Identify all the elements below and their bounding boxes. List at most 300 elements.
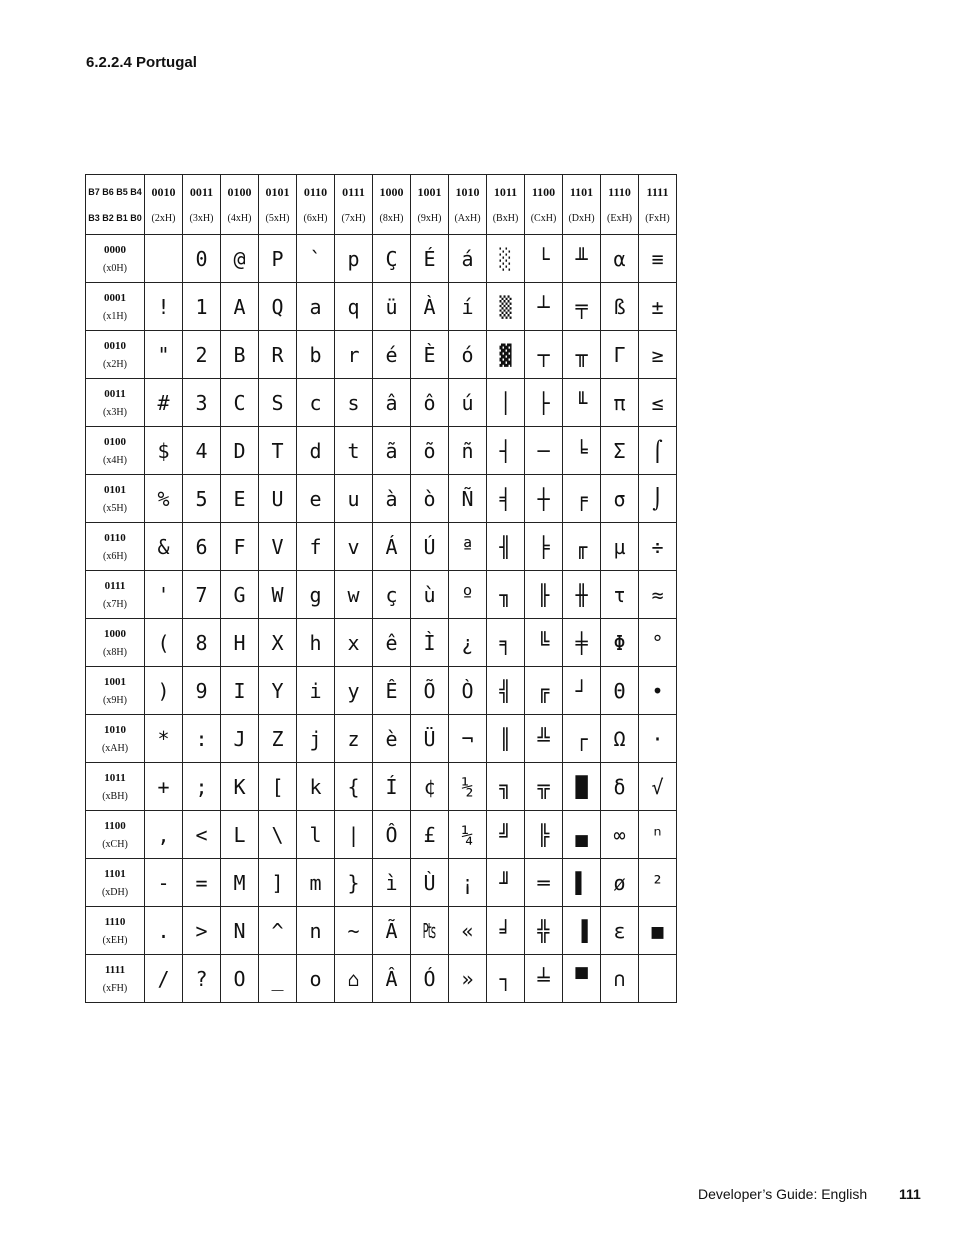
row-hex: (xBH)	[102, 790, 128, 802]
table-row-1110	[86, 907, 677, 955]
char-cell-1010-0111: º	[449, 571, 487, 619]
char-cell-0010-1100: ,	[145, 811, 183, 859]
char-cell-1000-1000: ê	[373, 619, 411, 667]
column-hex: (ExH)	[607, 212, 632, 224]
char-cell-0100-0100: D	[221, 427, 259, 475]
char-cell-1100-0010: ┬	[525, 331, 563, 379]
row-header-1000	[86, 619, 145, 667]
column-bits: 1000	[379, 184, 404, 199]
char-cell-1010-0101: Ñ	[449, 475, 487, 523]
char-cell-0111-1111: ⌂	[335, 955, 373, 1003]
char-cell-0011-1100: <	[183, 811, 221, 859]
table-row-0000	[86, 235, 677, 283]
char-cell-1010-1001: Ò	[449, 667, 487, 715]
char-cell-1100-1101: ═	[525, 859, 563, 907]
column-hex: (BxH)	[492, 212, 519, 224]
bit-order-corner-cell	[86, 175, 145, 235]
char-cell-1100-1001: ╔	[525, 667, 563, 715]
column-bits: 0011	[189, 184, 214, 199]
row-bits: 0101	[104, 483, 126, 496]
char-cell-1001-0111: ù	[411, 571, 449, 619]
char-cell-1011-0010: ▓	[487, 331, 525, 379]
char-cell-0110-1011: k	[297, 763, 335, 811]
char-cell-1011-0110: ╢	[487, 523, 525, 571]
char-cell-1101-0000: ╨	[563, 235, 601, 283]
char-cell-1000-0001: ü	[373, 283, 411, 331]
char-cell-0100-0001: A	[221, 283, 259, 331]
column-hex: (5xH)	[265, 212, 290, 224]
char-cell-0110-1111: o	[297, 955, 335, 1003]
table-row-0100	[86, 427, 677, 475]
char-cell-1000-0111: ç	[373, 571, 411, 619]
char-cell-1000-1100: Ô	[373, 811, 411, 859]
char-cell-1011-1101: ╜	[487, 859, 525, 907]
char-cell-0111-0101: u	[335, 475, 373, 523]
table-row-0111	[86, 571, 677, 619]
char-cell-0010-0100: $	[145, 427, 183, 475]
table-row-1101	[86, 859, 677, 907]
char-cell-0101-0111: W	[259, 571, 297, 619]
row-hex: (xCH)	[102, 838, 128, 850]
char-cell-1011-1000: ╕	[487, 619, 525, 667]
row-hex: (x2H)	[103, 358, 127, 370]
row-hex: (x5H)	[103, 502, 127, 514]
char-cell-1101-1111: ▀	[563, 955, 601, 1003]
char-cell-0100-0101: E	[221, 475, 259, 523]
row-bits: 0100	[104, 435, 126, 448]
char-cell-0100-1001: I	[221, 667, 259, 715]
char-cell-0110-1110: n	[297, 907, 335, 955]
char-cell-0011-1111: ?	[183, 955, 221, 1003]
char-cell-0110-0011: c	[297, 379, 335, 427]
table-row-1000	[86, 619, 677, 667]
char-cell-0100-1101: M	[221, 859, 259, 907]
char-cell-1111-0011: ≤	[639, 379, 677, 427]
char-cell-1000-0100: ã	[373, 427, 411, 475]
row-header-0001	[86, 283, 145, 331]
char-cell-1101-1000: ╪	[563, 619, 601, 667]
char-cell-1101-0111: ╫	[563, 571, 601, 619]
column-hex: (9xH)	[417, 212, 442, 224]
row-bits: 1000	[104, 627, 126, 640]
char-cell-1000-0101: à	[373, 475, 411, 523]
char-cell-0111-0110: v	[335, 523, 373, 571]
row-hex: (xFH)	[102, 982, 128, 994]
row-bits: 0010	[104, 339, 126, 352]
column-bits: 1111	[646, 184, 669, 199]
column-bits: 1100	[531, 184, 556, 199]
column-header-1001	[411, 175, 449, 235]
char-cell-0100-1011: K	[221, 763, 259, 811]
row-header-0111	[86, 571, 145, 619]
table-row-0010	[86, 331, 677, 379]
column-header-0101	[259, 175, 297, 235]
column-header-1111	[639, 175, 677, 235]
char-cell-1001-1001: Õ	[411, 667, 449, 715]
char-cell-1011-1011: ╗	[487, 763, 525, 811]
char-cell-1000-1111: Â	[373, 955, 411, 1003]
table-row-0110	[86, 523, 677, 571]
row-hex: (x3H)	[103, 406, 127, 418]
row-header-1001	[86, 667, 145, 715]
row-header-1010	[86, 715, 145, 763]
char-cell-1010-0011: ú	[449, 379, 487, 427]
char-cell-1110-0011: π	[601, 379, 639, 427]
char-cell-0111-0000: p	[335, 235, 373, 283]
char-cell-1101-1110: ▐	[563, 907, 601, 955]
char-cell-0110-1000: h	[297, 619, 335, 667]
char-cell-1101-0110: ╓	[563, 523, 601, 571]
char-cell-1110-0000: α	[601, 235, 639, 283]
row-header-1111	[86, 955, 145, 1003]
char-cell-0110-0101: e	[297, 475, 335, 523]
char-cell-0110-1101: m	[297, 859, 335, 907]
char-cell-0010-0110: &	[145, 523, 183, 571]
char-cell-0010-1110: .	[145, 907, 183, 955]
char-cell-0110-0111: g	[297, 571, 335, 619]
char-cell-1100-1110: ╬	[525, 907, 563, 955]
row-bits: 1001	[104, 675, 126, 688]
char-cell-1100-0101: ┼	[525, 475, 563, 523]
column-header-0110	[297, 175, 335, 235]
table-row-0101	[86, 475, 677, 523]
char-cell-1001-1101: Ù	[411, 859, 449, 907]
char-cell-1010-1100: ¼	[449, 811, 487, 859]
char-cell-1101-1100: ▄	[563, 811, 601, 859]
char-cell-1011-0011: │	[487, 379, 525, 427]
column-bits: 0100	[227, 184, 252, 199]
row-hex: (xEH)	[102, 934, 128, 946]
table-row-1010	[86, 715, 677, 763]
char-cell-0101-0010: R	[259, 331, 297, 379]
char-cell-1111-0000: ≡	[639, 235, 677, 283]
char-cell-0110-1001: i	[297, 667, 335, 715]
char-cell-0101-1000: X	[259, 619, 297, 667]
char-cell-1110-1100: ∞	[601, 811, 639, 859]
char-cell-0100-1100: L	[221, 811, 259, 859]
char-cell-1100-0100: ─	[525, 427, 563, 475]
table-row-1111	[86, 955, 677, 1003]
char-cell-1000-0011: â	[373, 379, 411, 427]
row-hex: (xDH)	[101, 886, 129, 898]
char-cell-0010-1010: *	[145, 715, 183, 763]
char-cell-1110-0001: ß	[601, 283, 639, 331]
char-cell-1011-1110: ╛	[487, 907, 525, 955]
row-header-1101	[86, 859, 145, 907]
char-cell-0011-0000: 0	[183, 235, 221, 283]
row-bits: 1100	[104, 819, 126, 832]
char-cell-0110-0000: `	[297, 235, 335, 283]
char-cell-1111-1001: •	[639, 667, 677, 715]
table-row-0011	[86, 379, 677, 427]
char-cell-1100-1011: ╦	[525, 763, 563, 811]
char-cell-1000-1010: è	[373, 715, 411, 763]
row-header-0100	[86, 427, 145, 475]
char-cell-0010-0011: #	[145, 379, 183, 427]
char-cell-1001-0001: À	[411, 283, 449, 331]
row-bits: 1110	[104, 915, 126, 928]
char-cell-0010-1001: )	[145, 667, 183, 715]
char-cell-1111-1100: ⁿ	[639, 811, 677, 859]
char-cell-0101-0001: Q	[259, 283, 297, 331]
column-bits: 1001	[417, 184, 442, 199]
table-row-0001	[86, 283, 677, 331]
char-cell-1010-0000: á	[449, 235, 487, 283]
column-hex: (AxH)	[454, 212, 481, 224]
row-header-0011	[86, 379, 145, 427]
row-header-1110	[86, 907, 145, 955]
column-header-1000	[373, 175, 411, 235]
char-cell-0011-1010: :	[183, 715, 221, 763]
char-cell-1100-1111: ╧	[525, 955, 563, 1003]
char-cell-1011-0001: ▒	[487, 283, 525, 331]
column-header-1110	[601, 175, 639, 235]
char-cell-1010-1111: »	[449, 955, 487, 1003]
char-cell-0011-0100: 4	[183, 427, 221, 475]
char-cell-1101-0001: ╤	[563, 283, 601, 331]
char-cell-0100-1010: J	[221, 715, 259, 763]
row-header-1011	[86, 763, 145, 811]
column-hex: (8xH)	[379, 212, 404, 224]
char-cell-0101-0011: S	[259, 379, 297, 427]
char-cell-1010-1101: ¡	[449, 859, 487, 907]
char-cell-1000-0110: Á	[373, 523, 411, 571]
character-code-table	[85, 174, 677, 1003]
char-cell-1111-1000: °	[639, 619, 677, 667]
char-cell-1110-0110: µ	[601, 523, 639, 571]
char-cell-1111-0110: ÷	[639, 523, 677, 571]
column-bits: 0101	[265, 184, 290, 199]
char-cell-0111-0111: w	[335, 571, 373, 619]
char-cell-1010-1010: ¬	[449, 715, 487, 763]
char-cell-0111-1010: z	[335, 715, 373, 763]
column-header-0100	[221, 175, 259, 235]
char-cell-1111-0111: ≈	[639, 571, 677, 619]
char-cell-0011-0001: 1	[183, 283, 221, 331]
column-bits: 0010	[151, 184, 176, 199]
column-hex: (CxH)	[530, 212, 557, 224]
char-cell-0111-0011: s	[335, 379, 373, 427]
char-cell-0011-1110: >	[183, 907, 221, 955]
row-header-0110	[86, 523, 145, 571]
column-header-1011	[487, 175, 525, 235]
char-cell-0010-1000: (	[145, 619, 183, 667]
char-cell-1111-1111	[639, 955, 677, 1003]
char-cell-0101-1100: \	[259, 811, 297, 859]
char-cell-0111-1101: }	[335, 859, 373, 907]
char-cell-1101-0011: ╙	[563, 379, 601, 427]
char-cell-0100-1110: N	[221, 907, 259, 955]
char-cell-1111-0010: ≥	[639, 331, 677, 379]
char-cell-1100-0111: ╟	[525, 571, 563, 619]
column-header-1100	[525, 175, 563, 235]
row-hex: (x0H)	[103, 262, 127, 274]
column-bits: 0111	[342, 184, 365, 199]
column-bits: 0110	[303, 184, 328, 199]
char-cell-1011-1111: ┐	[487, 955, 525, 1003]
char-cell-1100-0110: ╞	[525, 523, 563, 571]
row-bits: 0001	[104, 291, 126, 304]
char-cell-0100-0000: @	[221, 235, 259, 283]
char-cell-1111-1010: ·	[639, 715, 677, 763]
char-cell-0111-0010: r	[335, 331, 373, 379]
char-cell-1110-1001: Θ	[601, 667, 639, 715]
char-cell-1111-1110: ■	[639, 907, 677, 955]
char-cell-1101-1001: ┘	[563, 667, 601, 715]
char-cell-0011-1000: 8	[183, 619, 221, 667]
char-cell-0110-0100: d	[297, 427, 335, 475]
column-hex: (6xH)	[303, 212, 328, 224]
row-bits: 0111	[104, 579, 126, 592]
char-cell-0100-0110: F	[221, 523, 259, 571]
char-cell-1110-1101: ø	[601, 859, 639, 907]
char-cell-0011-1001: 9	[183, 667, 221, 715]
column-hex: (2xH)	[151, 212, 176, 224]
low-bits-label: B3 B2 B1 B0	[88, 212, 142, 223]
char-cell-0110-0001: a	[297, 283, 335, 331]
char-cell-0100-0111: G	[221, 571, 259, 619]
column-hex: (3xH)	[189, 212, 214, 224]
char-cell-1011-1100: ╝	[487, 811, 525, 859]
char-cell-0100-0010: B	[221, 331, 259, 379]
char-cell-1001-0100: õ	[411, 427, 449, 475]
row-bits: 0110	[104, 531, 126, 544]
footer-document-title: Developer’s Guide: English	[698, 1186, 868, 1202]
char-cell-1000-1110: Ã	[373, 907, 411, 955]
char-cell-0010-0101: %	[145, 475, 183, 523]
char-cell-1100-1000: ╚	[525, 619, 563, 667]
char-cell-0101-1111: _	[259, 955, 297, 1003]
char-cell-1110-0101: σ	[601, 475, 639, 523]
char-cell-0010-0000	[145, 235, 183, 283]
char-cell-0101-1001: Y	[259, 667, 297, 715]
char-cell-1111-1101: ²	[639, 859, 677, 907]
char-cell-1011-0111: ╖	[487, 571, 525, 619]
column-hex: (7xH)	[341, 212, 366, 224]
char-cell-0101-0000: P	[259, 235, 297, 283]
char-cell-1010-1000: ¿	[449, 619, 487, 667]
char-cell-1110-1111: ∩	[601, 955, 639, 1003]
char-cell-1101-1101: ▌	[563, 859, 601, 907]
char-cell-1010-0100: ñ	[449, 427, 487, 475]
char-cell-1000-1001: Ê	[373, 667, 411, 715]
row-bits: 1111	[104, 963, 126, 976]
char-cell-0011-0101: 5	[183, 475, 221, 523]
char-cell-0110-1100: l	[297, 811, 335, 859]
char-cell-0111-0001: q	[335, 283, 373, 331]
high-bits-label: B7 B6 B5 B4	[88, 186, 142, 197]
char-cell-0010-0001: !	[145, 283, 183, 331]
table-row-1100	[86, 811, 677, 859]
char-cell-1000-0000: Ç	[373, 235, 411, 283]
char-cell-0110-1010: j	[297, 715, 335, 763]
char-cell-1100-1010: ╩	[525, 715, 563, 763]
char-cell-1010-1110: «	[449, 907, 487, 955]
char-cell-0010-0111: '	[145, 571, 183, 619]
char-cell-1011-0000: ░	[487, 235, 525, 283]
char-cell-1111-1011: √	[639, 763, 677, 811]
char-cell-1001-1111: Ó	[411, 955, 449, 1003]
char-cell-1001-1100: £	[411, 811, 449, 859]
row-hex: (x1H)	[103, 310, 127, 322]
row-bits: 1011	[104, 771, 126, 784]
column-header-1010	[449, 175, 487, 235]
char-cell-1010-1011: ½	[449, 763, 487, 811]
char-cell-1010-0001: í	[449, 283, 487, 331]
row-bits: 0011	[104, 387, 126, 400]
char-cell-1110-1010: Ω	[601, 715, 639, 763]
row-hex: (x8H)	[103, 646, 127, 658]
char-cell-0010-0010: "	[145, 331, 183, 379]
column-header-0010	[145, 175, 183, 235]
table-row-1011	[86, 763, 677, 811]
char-cell-1000-1011: Í	[373, 763, 411, 811]
row-hex: (x6H)	[103, 550, 127, 562]
char-cell-1001-0101: ò	[411, 475, 449, 523]
column-hex: (FxH)	[645, 212, 670, 224]
char-cell-1001-1110: ₧	[411, 907, 449, 955]
char-cell-1001-0011: ô	[411, 379, 449, 427]
char-cell-1011-1010: ║	[487, 715, 525, 763]
char-cell-0101-1011: [	[259, 763, 297, 811]
section-heading: 6.2.2.4 Portugal	[86, 54, 197, 71]
char-cell-1101-1010: ┌	[563, 715, 601, 763]
char-cell-0101-0110: V	[259, 523, 297, 571]
char-cell-0111-1100: |	[335, 811, 373, 859]
char-cell-0111-0100: t	[335, 427, 373, 475]
char-cell-1101-0100: ╘	[563, 427, 601, 475]
char-cell-1110-1110: ε	[601, 907, 639, 955]
char-cell-0111-1110: ~	[335, 907, 373, 955]
char-cell-0010-1011: +	[145, 763, 183, 811]
char-cell-1011-0101: ╡	[487, 475, 525, 523]
char-cell-1110-0100: Σ	[601, 427, 639, 475]
char-cell-1001-0110: Ú	[411, 523, 449, 571]
char-cell-1111-0100: ⌠	[639, 427, 677, 475]
char-cell-0100-1111: O	[221, 955, 259, 1003]
char-cell-1100-1100: ╠	[525, 811, 563, 859]
char-cell-1111-0101: ⌡	[639, 475, 677, 523]
char-cell-1111-0001: ±	[639, 283, 677, 331]
char-cell-0011-0110: 6	[183, 523, 221, 571]
char-cell-0111-1011: {	[335, 763, 373, 811]
column-header-0111	[335, 175, 373, 235]
column-hex: (DxH)	[568, 212, 595, 224]
char-cell-1001-1011: ¢	[411, 763, 449, 811]
row-bits: 1101	[104, 867, 126, 880]
char-cell-0101-1110: ^	[259, 907, 297, 955]
char-cell-0101-1101: ]	[259, 859, 297, 907]
column-bits: 1110	[608, 184, 631, 199]
row-hex: (x4H)	[103, 454, 127, 466]
char-cell-0010-1101: -	[145, 859, 183, 907]
char-cell-0011-1011: ;	[183, 763, 221, 811]
char-cell-1110-0010: Γ	[601, 331, 639, 379]
row-hex: (xAH)	[101, 742, 129, 754]
char-cell-1110-0111: τ	[601, 571, 639, 619]
char-cell-1011-1001: ╣	[487, 667, 525, 715]
char-cell-0100-1000: H	[221, 619, 259, 667]
row-header-0101	[86, 475, 145, 523]
char-cell-0011-1101: =	[183, 859, 221, 907]
row-hex: (x9H)	[103, 694, 127, 706]
row-bits: 1010	[104, 723, 126, 736]
char-cell-1010-0010: ó	[449, 331, 487, 379]
column-header-0011	[183, 175, 221, 235]
char-cell-1001-1000: Ì	[411, 619, 449, 667]
char-cell-1101-0101: ╒	[563, 475, 601, 523]
char-cell-0111-1001: y	[335, 667, 373, 715]
